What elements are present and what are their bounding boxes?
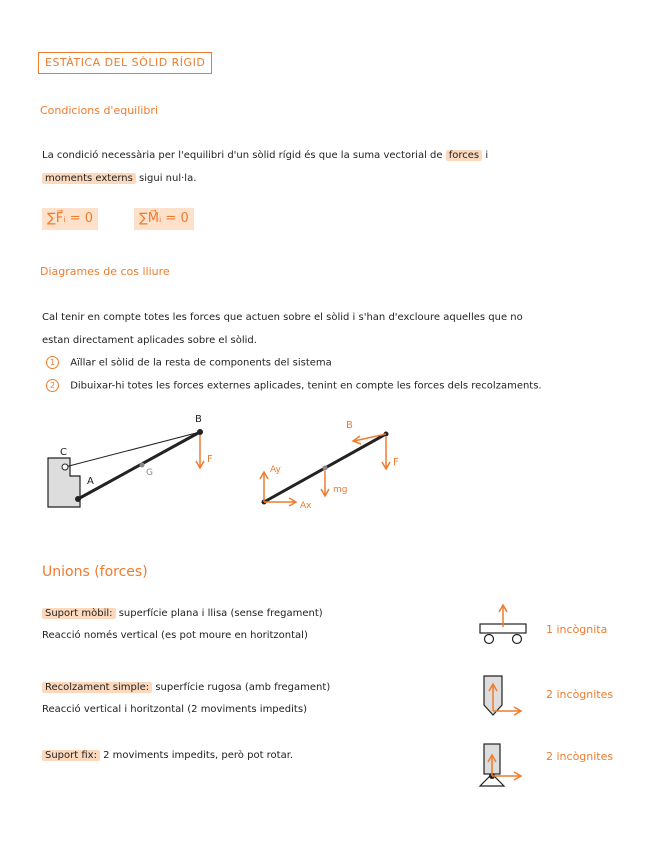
label-a: A bbox=[87, 476, 94, 487]
union-item-3 bbox=[42, 750, 293, 761]
union-item-2 bbox=[42, 682, 330, 693]
union-name-2: Recolzament simple: bbox=[42, 682, 152, 693]
label-c: C bbox=[60, 447, 67, 458]
equilibrium-paragraph-2 bbox=[42, 173, 196, 184]
fb-label-ax: Ax bbox=[300, 501, 312, 511]
label-f: F bbox=[207, 454, 213, 465]
highlight-forces: forces bbox=[446, 150, 482, 161]
fixed-support-icon bbox=[474, 740, 534, 792]
union-name-3: Suport fix: bbox=[42, 750, 100, 761]
union-desc-1b: Reacció només vertical (es pot moure en horitzontal) bbox=[42, 630, 308, 641]
joint-b bbox=[197, 429, 203, 435]
equilibrium-text-conj: i bbox=[485, 150, 489, 161]
fb-label-f: F bbox=[393, 457, 399, 468]
free-body-heading: Diagrames de cos lliure bbox=[40, 265, 170, 278]
unknowns-3: 2 incògnites bbox=[546, 750, 614, 763]
simple-support-icon bbox=[476, 673, 536, 723]
step-text-2: Dibuixar-hi totes les forces externes aplicades, tenint en compte les forces dels recolzaments. bbox=[70, 380, 542, 392]
formula-moments: ∑M⃗ᵢ = 0 bbox=[134, 208, 194, 230]
equilibrium-paragraph bbox=[42, 150, 622, 161]
center-g bbox=[140, 463, 145, 468]
page-title: ESTÀTICA DEL SÒLID RÍGID bbox=[38, 52, 212, 74]
union-desc-3a: 2 moviments impedits, però pot rotar. bbox=[103, 750, 294, 761]
step-1 bbox=[46, 356, 332, 369]
highlight-moments: moments externs bbox=[42, 173, 136, 184]
union-desc-1a: superfície plana i llisa (sense fregament) bbox=[118, 608, 323, 619]
step-2 bbox=[46, 379, 542, 392]
union-desc-2a: superfície rugosa (amb fregament) bbox=[155, 682, 331, 693]
union-name-1: Suport mòbil: bbox=[42, 608, 116, 619]
mobile-support-icon bbox=[476, 600, 536, 650]
unions-heading: Unions (forces) bbox=[42, 564, 148, 580]
free-body-diagram bbox=[250, 410, 420, 520]
fb-label-ay: Ay bbox=[270, 465, 281, 475]
free-body-text-1: Cal tenir en compte totes les forces que actuen sobre el sòlid i s'han d'excloure aquelles que no bbox=[42, 312, 523, 323]
bar bbox=[78, 432, 200, 499]
equilibrium-text-2: sigui nul·la. bbox=[139, 173, 197, 184]
formula-forces: ∑F⃗ᵢ = 0 bbox=[42, 208, 98, 230]
union-item-1 bbox=[42, 608, 323, 619]
label-g: G bbox=[146, 468, 153, 478]
equilibrium-text-1: La condició necessària per l'equilibri d'un sòlid rígid és que la suma vectorial de bbox=[42, 150, 443, 161]
joint-a bbox=[75, 496, 81, 502]
step-text-1: Aïllar el sòlid de la resta de components del sistema bbox=[70, 357, 332, 369]
cable bbox=[65, 432, 200, 467]
fb-label-b: B bbox=[346, 420, 353, 431]
step-number-1: 1 bbox=[46, 356, 59, 369]
free-body-text-2: estan directament aplicades sobre el sòlid. bbox=[42, 335, 257, 346]
joint-c bbox=[62, 464, 68, 470]
unknowns-1: 1 incògnita bbox=[546, 623, 608, 636]
fb-label-mg: mg bbox=[333, 485, 348, 495]
step-number-2: 2 bbox=[46, 379, 59, 392]
equilibrium-heading: Condicions d'equilibri bbox=[40, 104, 158, 117]
unknowns-2: 2 incògnites bbox=[546, 688, 614, 701]
union-desc-2b: Reacció vertical i horitzontal (2 moviments impedits) bbox=[42, 704, 307, 715]
label-b: B bbox=[195, 414, 202, 425]
system-diagram bbox=[40, 405, 230, 520]
